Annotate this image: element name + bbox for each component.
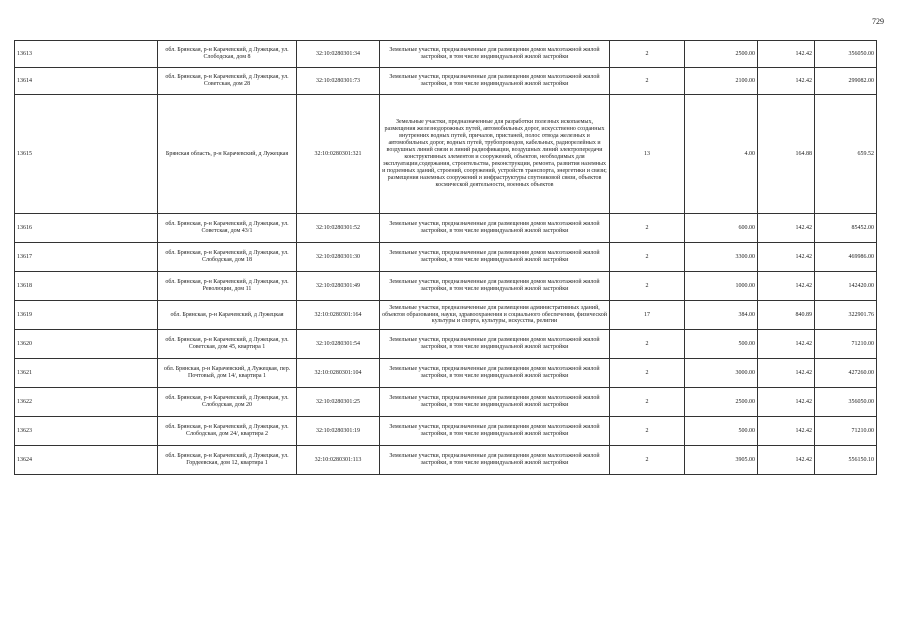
category-cell: 2 (610, 68, 685, 95)
cadastral-number-cell: 32:10:0280301:54 (297, 330, 380, 359)
land-use-cell: Земельные участки, предназначенные для размещения домов малоэтажной жилой застройки, в том числе индивидуальной жилой застройки (380, 214, 610, 243)
row-number: 13619 (15, 301, 158, 330)
rate-cell: 142.42 (758, 359, 815, 388)
land-use-cell: Земельные участки, предназначенные для размещения домов малоэтажной жилой застройки, в том числе индивидуальной жилой застройки (380, 68, 610, 95)
category-cell: 17 (610, 301, 685, 330)
rate-cell: 142.42 (758, 446, 815, 475)
row-number: 13622 (15, 388, 158, 417)
area-cell: 500.00 (685, 330, 758, 359)
cadastral-number-cell: 32:10:0280301:52 (297, 214, 380, 243)
area-cell: 600.00 (685, 214, 758, 243)
cadastral-number-cell: 32:10:0280301:113 (297, 446, 380, 475)
table-body (15, 41, 877, 475)
row-number: 13621 (15, 359, 158, 388)
category-cell: 2 (610, 243, 685, 272)
address-cell: Брянская область, р-н Карачевский, д Лужецкая (158, 95, 297, 214)
land-use-cell: Земельные участки, предназначенные для размещения домов малоэтажной жилой застройки, в том числе индивидуальной жилой застройки (380, 446, 610, 475)
land-use-cell: Земельные участки, предназначенные для размещения домов малоэтажной жилой застройки, в том числе индивидуальной жилой застройки (380, 272, 610, 301)
area-cell: 3300.00 (685, 243, 758, 272)
cadastral-number-cell: 32:10:0280301:49 (297, 272, 380, 301)
cadastral-value-cell: 71210.00 (815, 417, 877, 446)
area-cell: 384.00 (685, 301, 758, 330)
category-cell: 2 (610, 330, 685, 359)
row-number: 13615 (15, 95, 158, 214)
category-cell: 2 (610, 272, 685, 301)
address-cell: обл. Брянская, р-н Карачевский, д Лужецкая, ул. Слободская, дом 20 (158, 388, 297, 417)
rate-cell: 142.42 (758, 417, 815, 446)
page-number: 729 (872, 17, 884, 26)
category-cell: 2 (610, 214, 685, 243)
rate-cell: 142.42 (758, 243, 815, 272)
area-cell: 3905.00 (685, 446, 758, 475)
row-number: 13617 (15, 243, 158, 272)
rate-cell: 840.89 (758, 301, 815, 330)
category-cell: 2 (610, 359, 685, 388)
cadastral-number-cell: 32:10:0280301:34 (297, 41, 380, 68)
table-row (15, 272, 877, 301)
cadastral-number-cell: 32:10:0280301:19 (297, 417, 380, 446)
rate-cell: 142.42 (758, 41, 815, 68)
table-row (15, 417, 877, 446)
land-use-cell: Земельные участки, предназначенные для разработки полезных ископаемых, размещения железнодорожных путей, автомобильных дорог, искусственно созданных внутренних водных путей, причалов, пристаней, полос отвода железных и автомобильных дорог, водных путей, трубопроводов, кабельных, радиорелейных и воздушных линий связи и линий радиофикации, воздушных линий электропередачи конструктивных элементов и сооружений, объектов, необходимых для эксплуатации,содержания, строительства, реконструкции, ремонта, развития наземных и подземных зданий, строений, сооружений, устройств транспорта, энергетики и связи; размещения наземных сооружений и инфраструктуры спутниковой связи, объектов космической деятельности, военных объектов (380, 95, 610, 214)
cadastral-value-cell: 142420.00 (815, 272, 877, 301)
land-use-cell: Земельные участки, предназначенные для размещения домов малоэтажной жилой застройки, в том числе индивидуальной жилой застройки (380, 359, 610, 388)
area-cell: 1000.00 (685, 272, 758, 301)
row-number: 13624 (15, 446, 158, 475)
address-cell: обл. Брянская, р-н Карачевский, д Лужецкая, ул. Советская, дом 45, квартира 1 (158, 330, 297, 359)
cadastral-value-cell: 71210.00 (815, 330, 877, 359)
land-use-cell: Земельные участки, предназначенные для размещения домов малоэтажной жилой застройки, в том числе индивидуальной жилой застройки (380, 330, 610, 359)
row-number: 13616 (15, 214, 158, 243)
area-cell: 3000.00 (685, 359, 758, 388)
cadastral-value-cell: 556150.10 (815, 446, 877, 475)
cadastral-value-cell: 85452.00 (815, 214, 877, 243)
cadastral-number-cell: 32:10:0280301:104 (297, 359, 380, 388)
cadastral-value-cell: 427260.00 (815, 359, 877, 388)
cadastral-value-cell: 659.52 (815, 95, 877, 214)
category-cell: 13 (610, 95, 685, 214)
address-cell: обл. Брянская, р-н Карачевский, д Лужецкая, ул. Советская, дом 43/1 (158, 214, 297, 243)
table-row (15, 95, 877, 214)
rate-cell: 142.42 (758, 68, 815, 95)
rate-cell: 142.42 (758, 214, 815, 243)
land-use-cell: Земельные участки, предназначенные для размещения домов малоэтажной жилой застройки, в том числе индивидуальной жилой застройки (380, 243, 610, 272)
land-registry-table (14, 40, 877, 475)
area-cell: 4.00 (685, 95, 758, 214)
cadastral-number-cell: 32:10:0280301:321 (297, 95, 380, 214)
category-cell: 2 (610, 388, 685, 417)
address-cell: обл. Брянская, р-н Карачевский, д Лужецкая, ул. Слободская, дом 8 (158, 41, 297, 68)
rate-cell: 142.42 (758, 272, 815, 301)
table-row (15, 446, 877, 475)
land-use-cell: Земельные участки, предназначенные для размещения домов малоэтажной жилой застройки, в том числе индивидуальной жилой застройки (380, 388, 610, 417)
cadastral-value-cell: 356050.00 (815, 41, 877, 68)
category-cell: 2 (610, 417, 685, 446)
table-row (15, 359, 877, 388)
row-number: 13620 (15, 330, 158, 359)
cadastral-number-cell: 32:10:0280301:73 (297, 68, 380, 95)
land-use-cell: Земельные участки, предназначенные для размещения административных зданий, объектов образования, науки, здравоохранения и социального обеспечения, физической культуры и спорта, культуры, искусства, религии (380, 301, 610, 330)
table-row (15, 243, 877, 272)
table-row (15, 214, 877, 243)
table-row (15, 388, 877, 417)
row-number: 13623 (15, 417, 158, 446)
cadastral-number-cell: 32:10:0280301:30 (297, 243, 380, 272)
row-number: 13614 (15, 68, 158, 95)
cadastral-value-cell: 322901.76 (815, 301, 877, 330)
address-cell: обл. Брянская, р-н Карачевский, д Лужецкая, ул. Советская, дом 28 (158, 68, 297, 95)
cadastral-number-cell: 32:10:0280301:164 (297, 301, 380, 330)
area-cell: 2500.00 (685, 41, 758, 68)
row-number: 13618 (15, 272, 158, 301)
cadastral-number-cell: 32:10:0280301:25 (297, 388, 380, 417)
address-cell: обл. Брянская, р-н Карачевский, д Лужецкая, ул. Революции, дом 11 (158, 272, 297, 301)
address-cell: обл. Брянская, р-н Карачевский, д Лужецкая, ул. Слободская, дом 24/, квартира 2 (158, 417, 297, 446)
cadastral-value-cell: 299082.00 (815, 68, 877, 95)
land-use-cell: Земельные участки, предназначенные для размещения домов малоэтажной жилой застройки, в том числе индивидуальной жилой застройки (380, 41, 610, 68)
area-cell: 2100.00 (685, 68, 758, 95)
rate-cell: 164.88 (758, 95, 815, 214)
category-cell: 2 (610, 41, 685, 68)
cadastral-value-cell: 469986.00 (815, 243, 877, 272)
category-cell: 2 (610, 446, 685, 475)
cadastral-value-cell: 356050.00 (815, 388, 877, 417)
address-cell: обл. Брянская, р-н Карачевский, д Лужецкая, пер. Почтовый, дом 14/, квартира 1 (158, 359, 297, 388)
row-number: 13613 (15, 41, 158, 68)
rate-cell: 142.42 (758, 330, 815, 359)
table-row (15, 330, 877, 359)
table-row (15, 41, 877, 68)
area-cell: 500.00 (685, 417, 758, 446)
address-cell: обл. Брянская, р-н Карачевский, д Лужецкая, ул. Гордеевская, дом 12, квартира 1 (158, 446, 297, 475)
address-cell: обл. Брянская, р-н Карачевский, д Лужецкая (158, 301, 297, 330)
land-use-cell: Земельные участки, предназначенные для размещения домов малоэтажной жилой застройки, в том числе индивидуальной жилой застройки (380, 417, 610, 446)
rate-cell: 142.42 (758, 388, 815, 417)
address-cell: обл. Брянская, р-н Карачевский, д Лужецкая, ул. Слободская, дом 18 (158, 243, 297, 272)
table-row (15, 68, 877, 95)
area-cell: 2500.00 (685, 388, 758, 417)
table-row (15, 301, 877, 330)
